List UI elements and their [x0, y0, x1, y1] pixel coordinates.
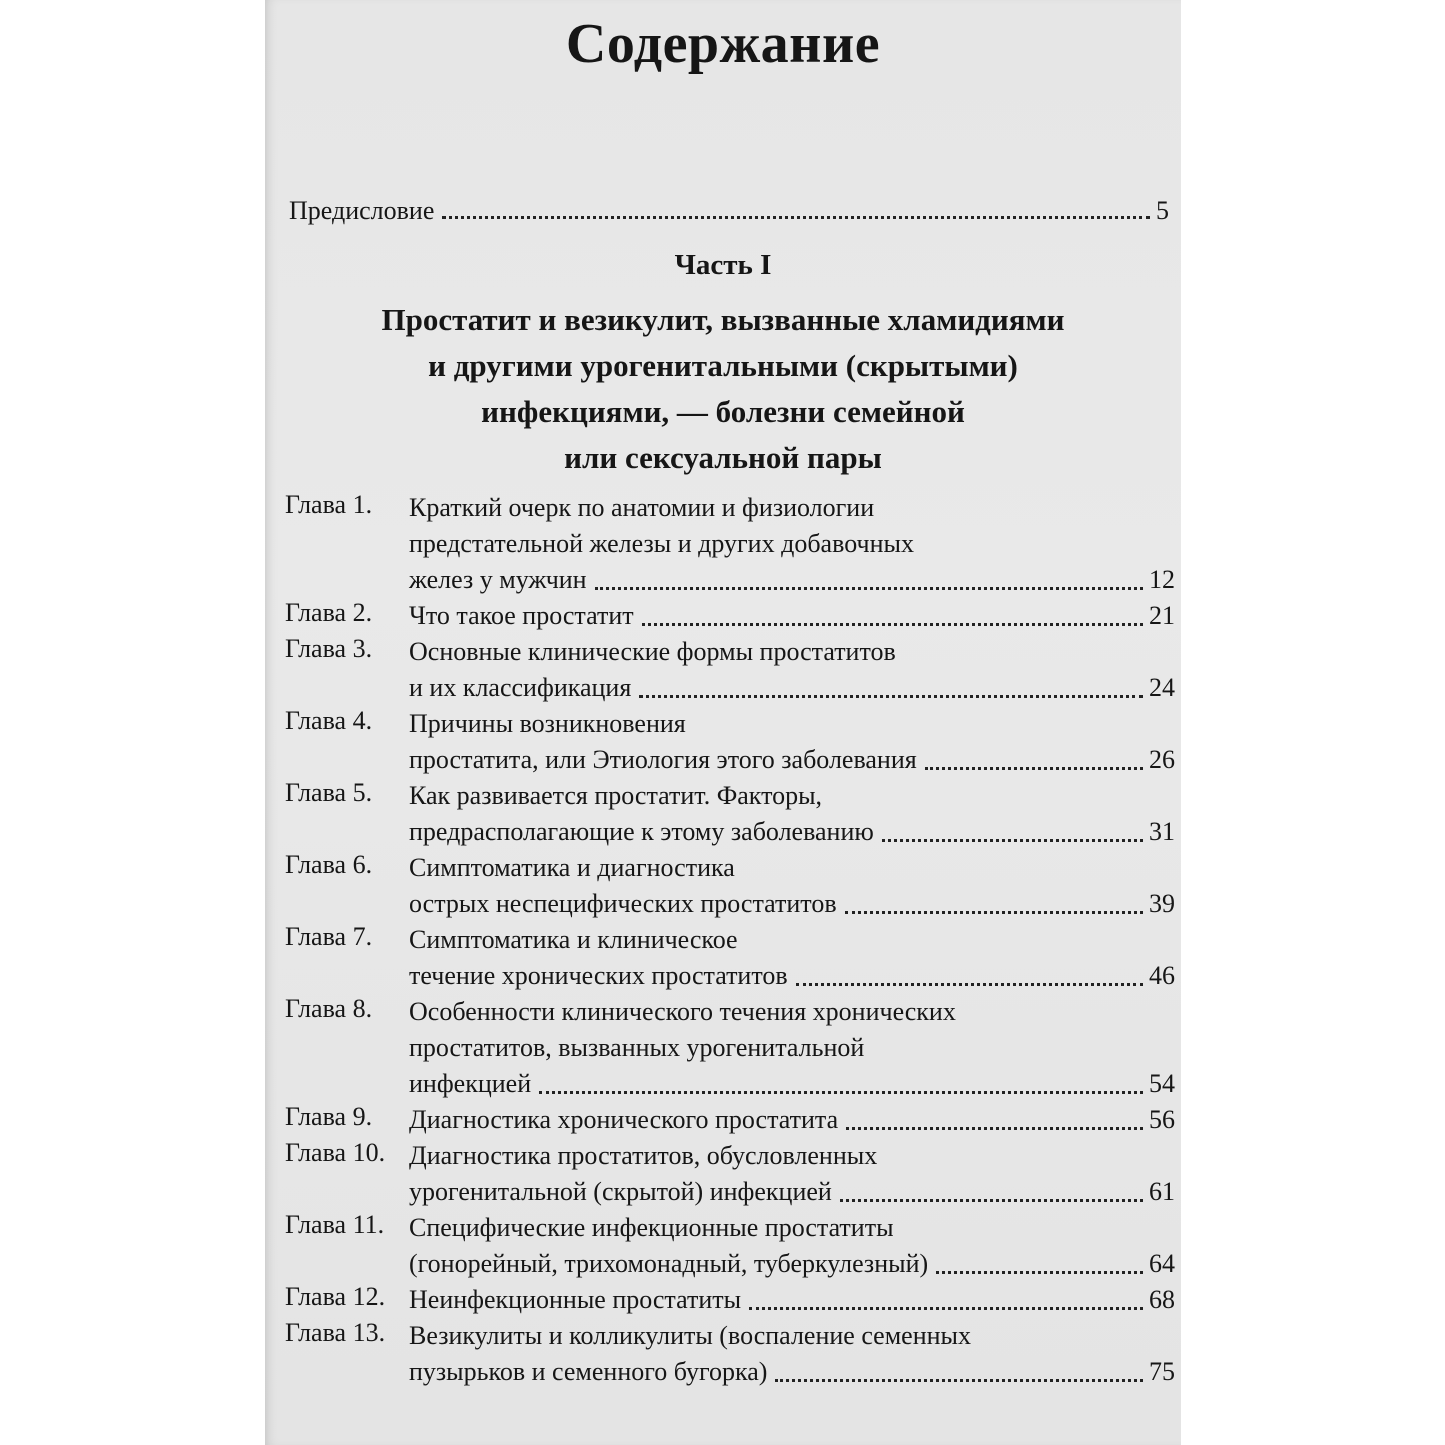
- dot-leader: [846, 1127, 1143, 1130]
- chapter-page-number: 39: [1149, 889, 1175, 918]
- toc-chapter-entry: [285, 1210, 1175, 1282]
- chapter-title-text: пузырьков и семенного бугорка): [409, 1357, 768, 1386]
- chapter-page-number: 61: [1149, 1177, 1175, 1206]
- chapter-title-text: Диагностика хронического простатита: [409, 1105, 839, 1134]
- toc-chapter-entry: [285, 778, 1175, 850]
- chapter-title-text: Неинфекционные простатиты: [409, 1285, 742, 1314]
- chapter-title-text: (гонорейный, трихомонадный, туберкулезный): [409, 1249, 929, 1278]
- chapter-label: Глава 13.: [285, 1318, 386, 1347]
- toc-chapter-entry: [285, 850, 1175, 922]
- chapter-title-text: желез у мужчин: [409, 565, 587, 594]
- chapter-title-text: Как развивается простатит. Факторы,: [409, 781, 823, 810]
- dot-leader: [749, 1307, 1143, 1310]
- preface-page-number: 5: [1156, 196, 1169, 225]
- chapter-label: Глава 9.: [285, 1102, 373, 1131]
- chapter-title-line: [409, 1210, 1175, 1246]
- chapter-title-text: Специфические инфекционные простатиты: [409, 1213, 894, 1242]
- chapter-label: Глава 10.: [285, 1138, 386, 1167]
- toc-chapter-entry: [285, 1282, 1175, 1318]
- dot-leader: [845, 911, 1143, 914]
- chapter-title-line: [409, 526, 1175, 562]
- chapter-title: [409, 490, 1175, 598]
- toc-chapter-entry: [285, 490, 1175, 598]
- dot-leader: [775, 1379, 1143, 1382]
- chapter-title-line: [409, 634, 1175, 670]
- chapter-title: [409, 778, 1175, 850]
- chapter-title-line: [409, 1174, 1175, 1210]
- chapter-title-line: [409, 922, 1175, 958]
- dot-leader: [442, 216, 1150, 219]
- chapter-title-text: предстательной железы и других добавочных: [409, 529, 914, 558]
- chapter-page-number: 54: [1149, 1069, 1175, 1098]
- page-title: Содержание: [565, 13, 881, 75]
- chapter-title-text: и их классификация: [409, 673, 632, 702]
- chapter-page-number: 56: [1149, 1105, 1175, 1134]
- toc-chapter-entry: [285, 1138, 1175, 1210]
- dot-leader: [539, 1091, 1143, 1094]
- chapter-title: [409, 1138, 1175, 1210]
- chapter-title-line: [409, 490, 1175, 526]
- chapter-title-text: острых неспецифических простатитов: [409, 889, 837, 918]
- chapter-title: [409, 850, 1175, 922]
- chapter-page-number: 21: [1149, 601, 1175, 630]
- chapter-title: [409, 1318, 1175, 1390]
- chapter-title: [409, 994, 1175, 1102]
- chapter-title-line: [409, 670, 1175, 706]
- chapter-title-line: [409, 1318, 1175, 1354]
- dot-leader: [642, 623, 1143, 626]
- chapter-page-number: 75: [1149, 1357, 1175, 1386]
- toc-chapter-entry: [285, 922, 1175, 994]
- chapter-page-number: 26: [1149, 745, 1175, 774]
- chapter-title-text: Диагностика простатитов, обусловленных: [409, 1141, 878, 1170]
- chapter-title-text: простатитов, вызванных урогенитальной: [409, 1033, 865, 1062]
- chapter-title-line: [409, 562, 1175, 598]
- chapter-title-line: [409, 1354, 1175, 1390]
- chapter-title: [409, 634, 1175, 706]
- chapter-title-line: [409, 1066, 1175, 1102]
- chapter-page-number: 68: [1149, 1285, 1175, 1314]
- part-title: [265, 297, 1181, 481]
- chapter-title-line: [409, 742, 1175, 778]
- chapter-label: Глава 3.: [285, 634, 373, 663]
- preface-label: Предисловие: [289, 196, 435, 225]
- book-page: [265, 0, 1181, 1445]
- toc-chapter-entry: [285, 706, 1175, 778]
- toc-chapter-entry: [285, 1102, 1175, 1138]
- chapter-title-line: [409, 1138, 1175, 1174]
- chapter-title-line: [409, 1246, 1175, 1282]
- dot-leader: [936, 1271, 1143, 1274]
- chapter-label: Глава 12.: [285, 1282, 386, 1311]
- chapter-title-text: предрасполагающие к этому заболеванию: [409, 817, 874, 846]
- chapter-page-number: 64: [1149, 1249, 1175, 1278]
- toc-chapter-entry: [285, 1318, 1175, 1390]
- toc-chapter-entry: [285, 994, 1175, 1102]
- chapter-title-text: Причины возникновения: [409, 709, 686, 738]
- dot-leader: [595, 587, 1143, 590]
- chapter-title-text: Везикулиты и колликулиты (воспаление семенных: [409, 1321, 972, 1350]
- chapter-title: [409, 706, 1175, 778]
- chapter-label: Глава 4.: [285, 706, 373, 735]
- chapter-title-text: Краткий очерк по анатомии и физиологии: [409, 493, 875, 522]
- toc-chapter-entry: [285, 634, 1175, 706]
- chapter-page-number: 46: [1149, 961, 1175, 990]
- chapter-title-line: [409, 1030, 1175, 1066]
- dot-leader: [796, 983, 1143, 986]
- chapter-title-text: Симптоматика и диагностика: [409, 853, 735, 882]
- chapter-title: [409, 1282, 1175, 1318]
- chapter-title-line: [409, 994, 1175, 1030]
- dot-leader: [639, 695, 1143, 698]
- chapter-title: [409, 598, 1175, 634]
- chapter-title-line: [409, 886, 1175, 922]
- chapter-label: Глава 11.: [285, 1210, 385, 1239]
- chapter-title: [409, 922, 1175, 994]
- chapter-title-line: [409, 850, 1175, 886]
- chapter-title-text: урогенитальной (скрытой) инфекцией: [409, 1177, 832, 1206]
- chapter-label: Глава 1.: [285, 490, 373, 519]
- chapter-title-line: [409, 778, 1175, 814]
- chapter-page-number: 31: [1149, 817, 1175, 846]
- table-of-contents: [285, 490, 1175, 1390]
- chapter-title-line: [409, 814, 1175, 850]
- chapter-title: [409, 1210, 1175, 1282]
- chapter-label: Глава 6.: [285, 850, 373, 879]
- part-title-line: или сексуальной пары: [564, 440, 882, 475]
- chapter-title-line: [409, 1102, 1175, 1138]
- part-number: Часть I: [674, 249, 772, 281]
- dot-leader: [882, 839, 1143, 842]
- chapter-title-line: [409, 1282, 1175, 1318]
- part-title-line: инфекциями, — болезни семейной: [481, 394, 965, 429]
- chapter-label: Глава 5.: [285, 778, 373, 807]
- chapter-page-number: 24: [1149, 673, 1175, 702]
- chapter-title-text: инфекцией: [409, 1069, 532, 1098]
- chapter-title-line: [409, 598, 1175, 634]
- dot-leader: [925, 767, 1143, 770]
- chapter-label: Глава 7.: [285, 922, 373, 951]
- chapter-title-text: Симптоматика и клиническое: [409, 925, 738, 954]
- chapter-title-text: Особенности клинического течения хронических: [409, 997, 956, 1026]
- chapter-title-text: Что такое простатит: [409, 601, 634, 630]
- part-title-line: Простатит и везикулит, вызванные хламидиями: [381, 302, 1065, 337]
- chapter-title-text: простатита, или Этиология этого заболевания: [409, 745, 917, 774]
- chapter-title: [409, 1102, 1175, 1138]
- toc-chapter-entry: [285, 598, 1175, 634]
- chapter-title-line: [409, 706, 1175, 742]
- toc-preface-entry: [289, 195, 1169, 227]
- chapter-label: Глава 8.: [285, 994, 373, 1023]
- chapter-title-text: течение хронических простатитов: [409, 961, 788, 990]
- chapter-title-text: Основные клинические формы простатитов: [409, 637, 896, 666]
- chapter-label: Глава 2.: [285, 598, 373, 627]
- part-title-line: и другими урогенитальными (скрытыми): [428, 348, 1018, 383]
- chapter-title-line: [409, 958, 1175, 994]
- dot-leader: [840, 1199, 1143, 1202]
- chapter-page-number: 12: [1149, 565, 1175, 594]
